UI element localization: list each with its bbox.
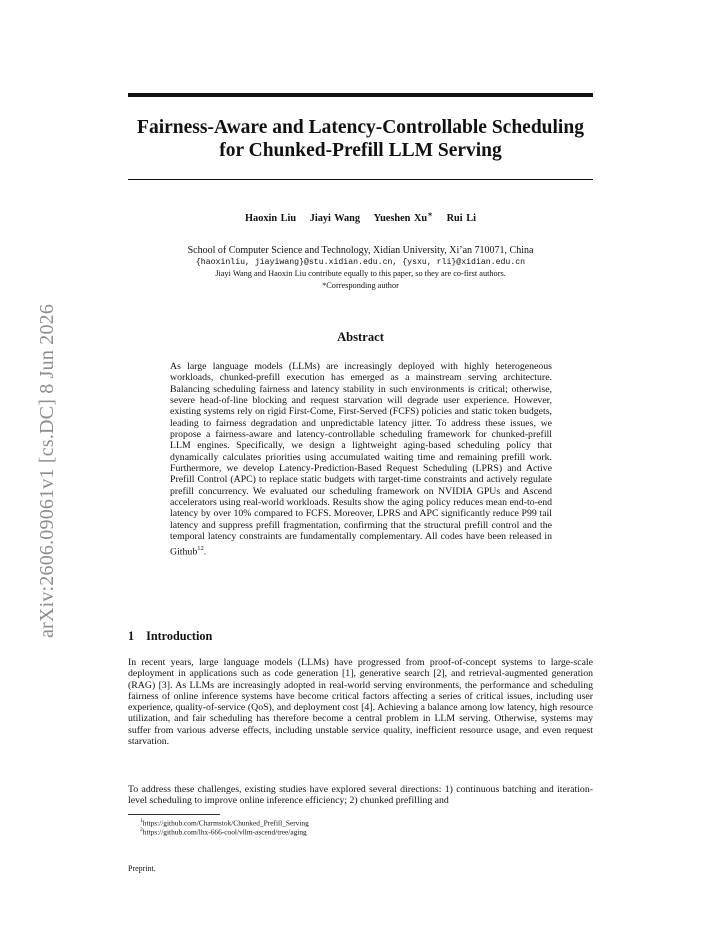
title-top-rule xyxy=(128,93,593,97)
intro-paragraph-1 xyxy=(128,657,593,747)
abstract-end-period: . xyxy=(203,545,207,557)
abstract-body xyxy=(170,361,552,557)
intro-paragraph-2 xyxy=(128,784,593,807)
author-name: Haoxin Liu xyxy=(245,213,297,225)
abstract-footnote-marks: 12 xyxy=(197,544,204,552)
corresponding-author-note: *Corresponding author xyxy=(322,280,399,290)
author-list xyxy=(128,211,593,224)
author-emails: {haoxinliu, jiayiwang}@stu.xidian.edu.cn, {ysxu, rli}@xidian.edu.cn xyxy=(195,257,526,267)
abstract-heading: Abstract xyxy=(337,330,384,344)
footnote-link[interactable]: https://github.com/lhx-666-cool/vllm-ascend/tree/aging xyxy=(142,827,307,837)
footnote-rule xyxy=(128,814,220,815)
affiliation-block xyxy=(128,245,593,291)
title-line-2: for Chunked-Prefill LLM Serving xyxy=(219,140,502,161)
intro-paragraph-1-text: In recent years, large language models (LLMs) have progressed from proof-of-concept systems to large-scale deployment in applications such as code generation [1], generative search [2], and retrieval-augmented generation (RAG) [3]. As LLMs are increasingly adopted in real-world serving environments, the performance and scheduling fairness of online inference systems have become critical factors affecting a series of critical issues, including user experience, quality-of-service (QoS), and deployment cost [4]. Achieving a balance among low latency, high resource utilization, and fair scheduling has therefore become a central problem in LLM serving. Otherwise, systems may suffer from various adverse effects, including unstable service quality, inefficient resource usage, and even request starvation. xyxy=(128,657,593,748)
affiliation: School of Computer Science and Technology, Xidian University, Xi’an 710071, China xyxy=(187,245,534,256)
section-heading-introduction xyxy=(128,629,212,644)
paper-title xyxy=(128,116,593,162)
author-name xyxy=(374,213,433,224)
footnote-mark: 1 xyxy=(140,818,143,824)
author-name-text: Yueshen Xu xyxy=(373,213,428,225)
arxiv-identifier-stamp: arXiv:2606.09061v1 [cs.DC] 8 Jun 2026 xyxy=(36,303,58,638)
preprint-label: Preprint. xyxy=(128,864,156,873)
author-name: Jiayi Wang xyxy=(309,213,361,225)
equal-contribution-note: Jiayi Wang and Haoxin Liu contribute equally to this paper, so they are co-first authors. xyxy=(215,269,506,279)
intro-paragraph-2-text: To address these challenges, existing studies have explored several directions: 1) continuous batching and iteration-level scheduling to improve online inference efficiency; 2) chunked prefilling and xyxy=(128,784,593,807)
abstract-text: As large language models (LLMs) are increasingly deployed with highly heterogeneous workloads, chunked-prefill execution has emerged as a mainstream serving architecture. Balancing scheduling fairness and latency stability in such environments is critical; otherwise, severe head-of-line blocking and request starvation will degrade user experience. However, existing systems rely on rigid First-Come, First-Served (FCFS) policies and static token budgets, leading to fairness degradation and unpredictable latency jitter. To address these issues, we propose a fairness-aware and latency-controllable scheduling framework for chunked-prefill LLM engines. Specifically, we design a lightweight aging-based scheduling policy that dynamically calculates priorities using accumulated waiting time and remaining prefill work. Furthermore, we develop Latency-Prediction-Based Request Scheduling (LPRS) and Active Prefill Control (APC) to replace static budgets with target-time constraints and actively regulate prefill concurrency. We evaluated our scheduling framework on NVIDIA GPUs and Ascend accelerators using real-world workloads. Results show the aging policy reduces mean end-to-end latency by over 10% compared to FCFS. Moreover, LPRS and APC significantly reduce P99 tail latency and suppress prefill fragmentation, confirming that the structural prefill control and the temporal latency constraints are fundamentally complementary. All codes have been released in Github xyxy=(170,361,552,557)
footnote-link[interactable]: https://github.com/Charmstok/Chunked_Prefill_Serving xyxy=(142,818,309,828)
title-line-1: Fairness-Aware and Latency-Controllable Scheduling xyxy=(137,117,584,138)
title-bottom-rule xyxy=(128,179,593,180)
corresponding-mark: ∗ xyxy=(427,211,434,219)
author-name: Rui Li xyxy=(446,213,476,225)
footnote-2 xyxy=(140,826,307,837)
footnote-mark: 2 xyxy=(140,827,143,833)
section-title: Introduction xyxy=(146,629,213,643)
section-number: 1 xyxy=(128,629,135,643)
